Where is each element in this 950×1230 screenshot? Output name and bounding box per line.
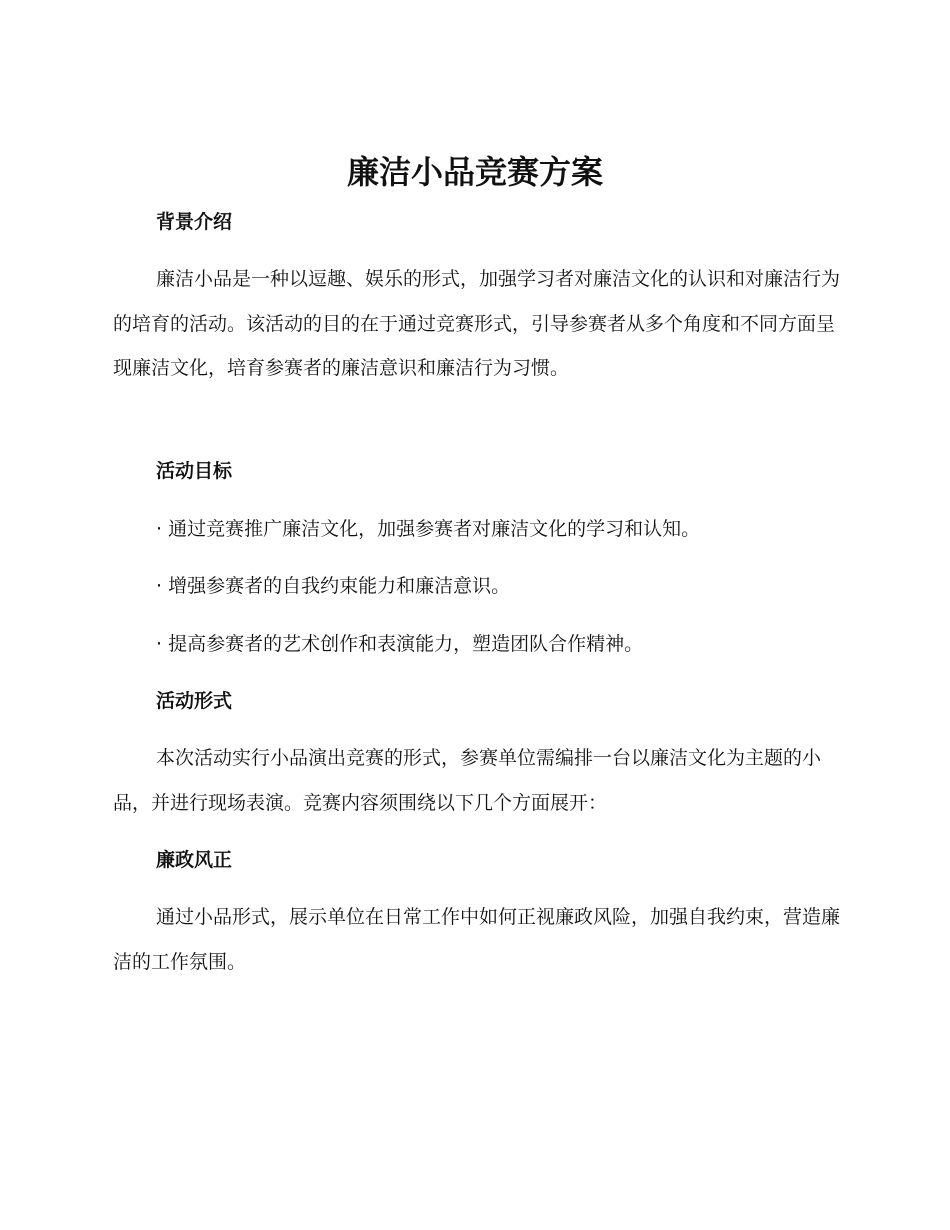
format-paragraph: 本次活动实行小品演出竞赛的形式，参赛单位需编排一台以廉洁文化为主题的小品，并进行现场表演。竞赛内容须围绕以下几个方面展开：	[113, 747, 822, 814]
goal-item-2: · 增强参赛者的自我约束能力和廉洁意识。	[156, 575, 511, 597]
section-heading-integrity: 廉政风正	[156, 849, 233, 871]
section-heading-background: 背景介绍	[156, 211, 233, 233]
integrity-paragraph: 通过小品形式，展示单位在日常工作中如何正视廉政风险，加强自我约束，营造廉洁的工作氛围。	[113, 906, 841, 973]
page-title: 廉洁小品竞赛方案	[346, 153, 603, 191]
section-heading-goals: 活动目标	[156, 460, 233, 482]
section-heading-format: 活动形式	[156, 690, 233, 712]
goal-item-3: · 提高参赛者的艺术创作和表演能力，塑造团队合作精神。	[156, 633, 644, 655]
goal-item-1: · 通过竞赛推广廉洁文化，加强参赛者对廉洁文化的学习和认知。	[156, 518, 701, 540]
background-paragraph: 廉洁小品是一种以逗趣、娱乐的形式，加强学习者对廉洁文化的认识和对廉洁行为的培育的活动。该活动的目的在于通过竞赛形式，引导参赛者从多个角度和不同方面呈现廉洁文化，培育参赛者的廉洁意识和廉洁行为习惯。	[113, 268, 841, 379]
